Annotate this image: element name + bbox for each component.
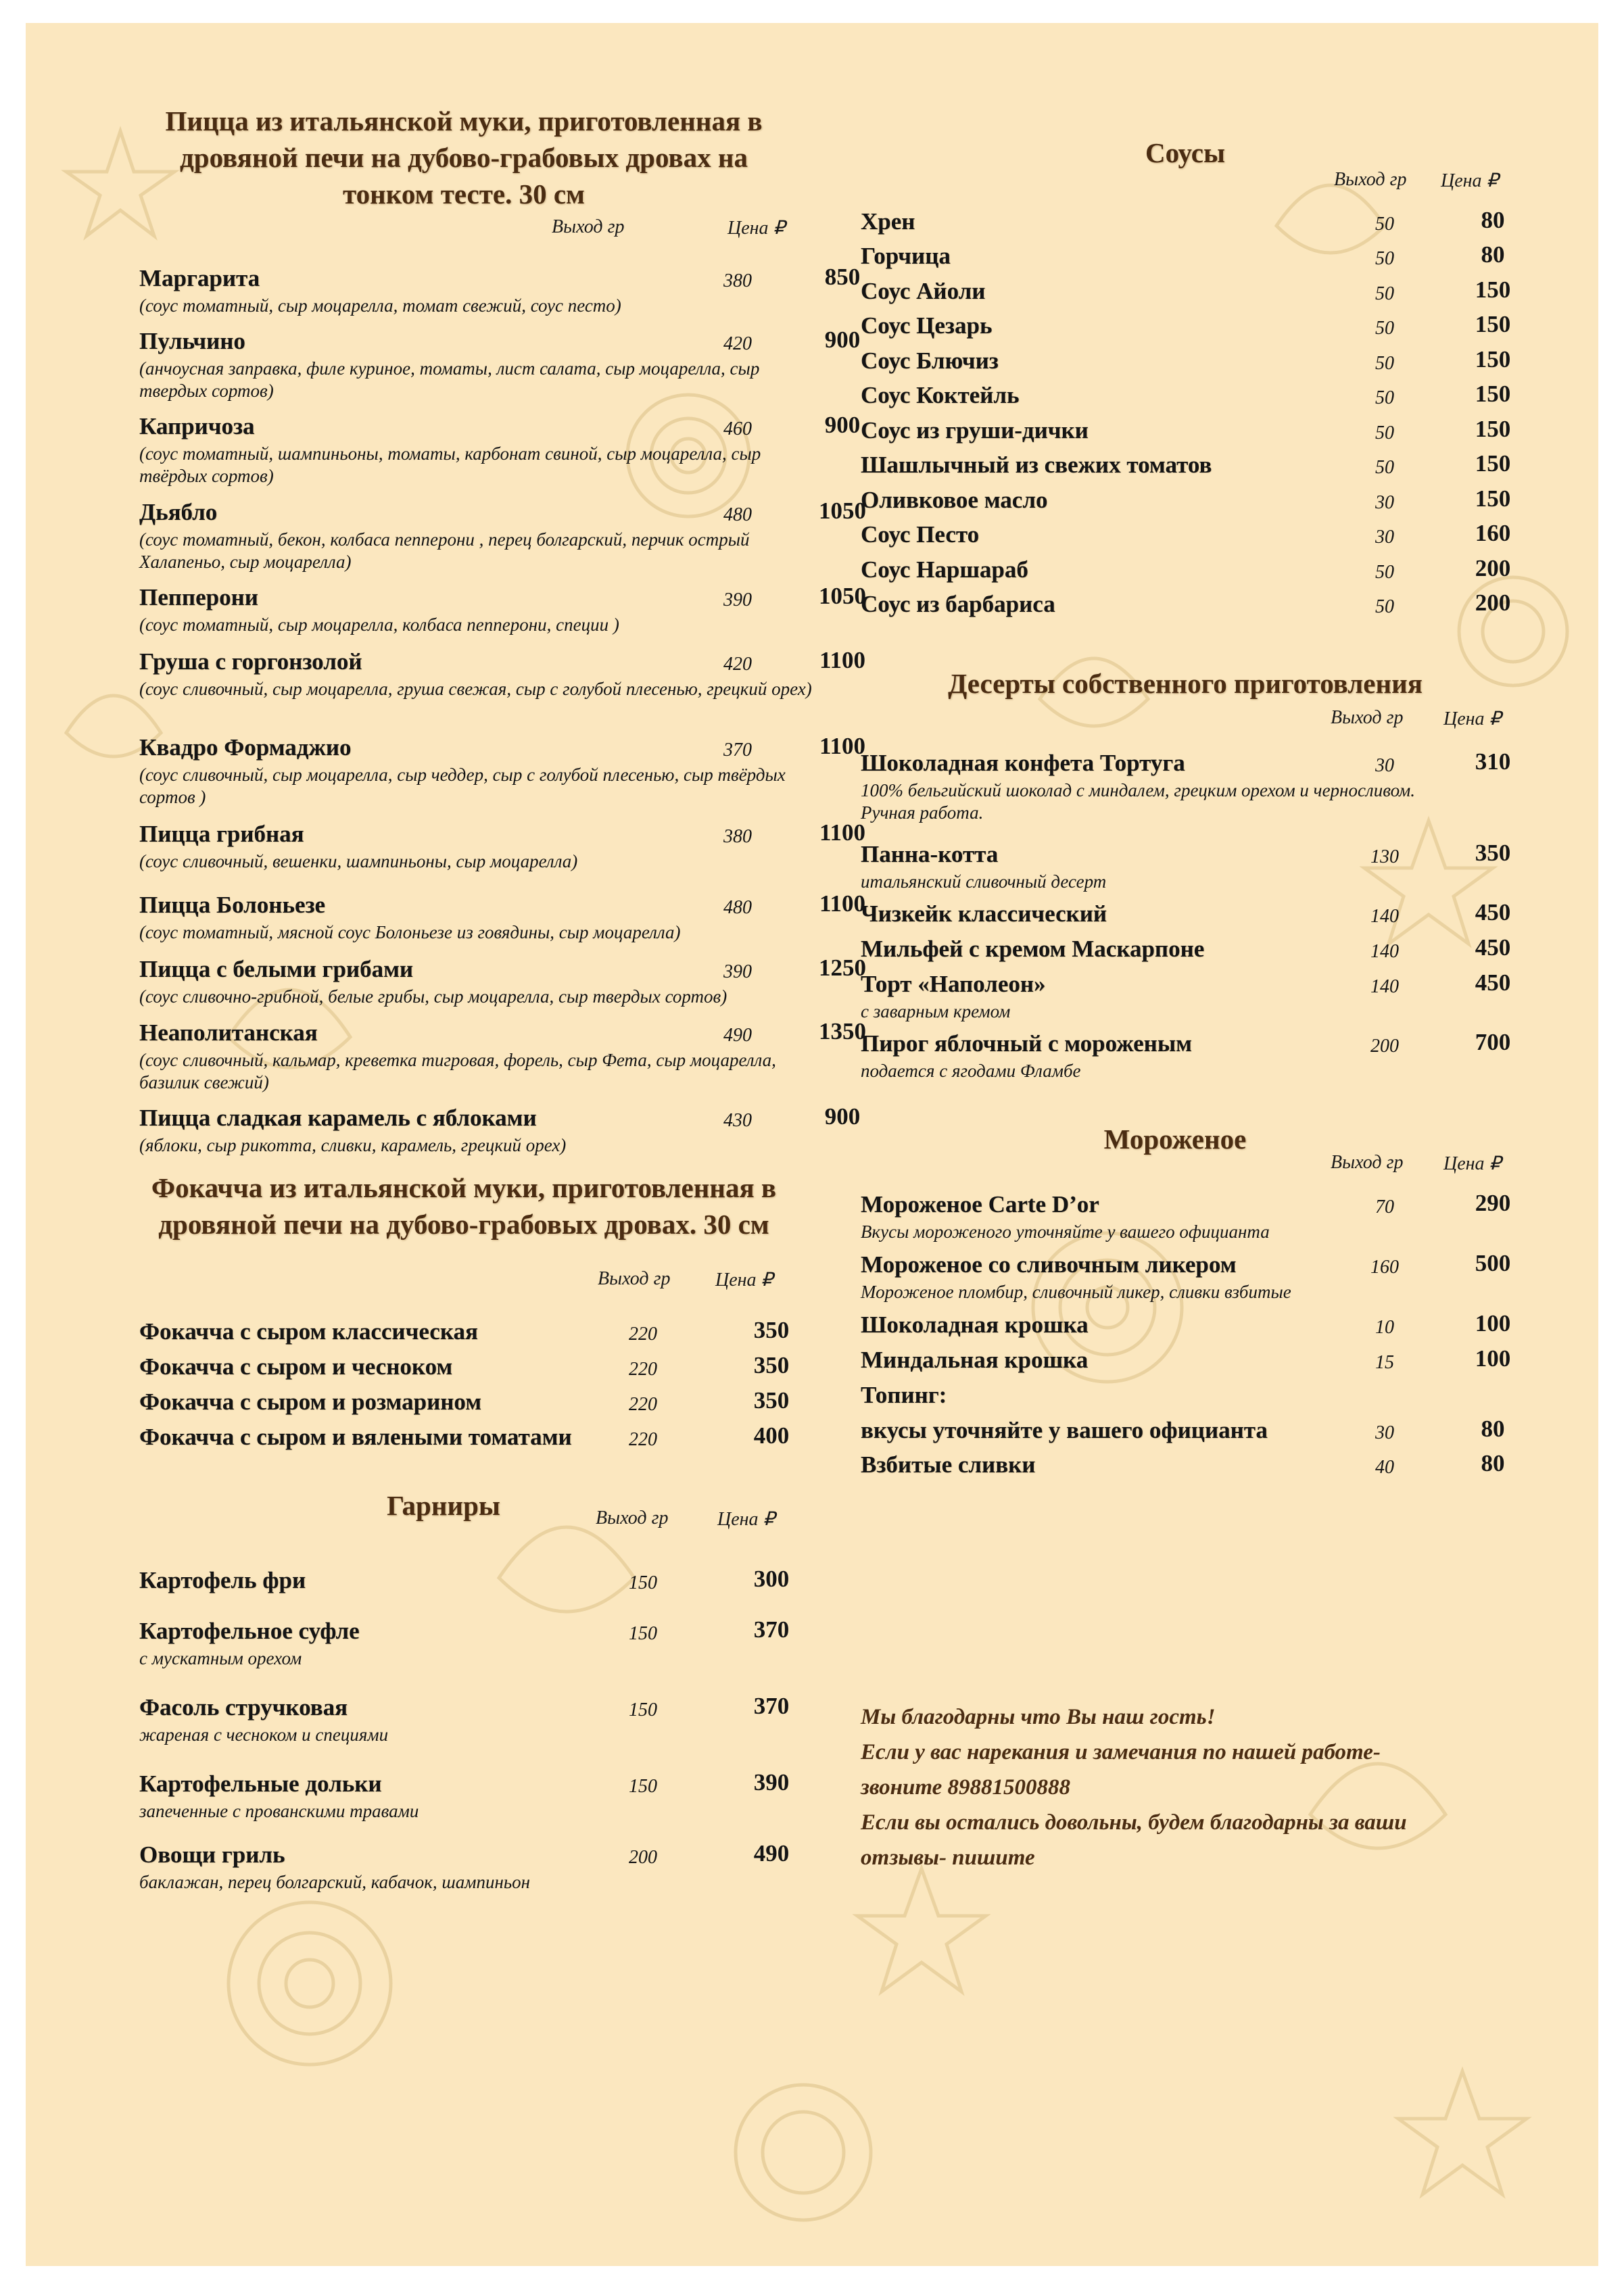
item-weight: 50	[1375, 318, 1394, 339]
item-description: баклажан, перец болгарский, кабачок, шампиньон	[139, 1872, 531, 1892]
item-description: Вкусы мороженого уточняйте у вашего официанта	[861, 1222, 1270, 1242]
item-price: 80	[1481, 241, 1505, 268]
item-weight: 30	[1375, 492, 1394, 513]
item-description: (соус томатный, мясной соус Болоньезе из говядины, сыр моцарелла)	[139, 922, 681, 942]
item-name: Соус Коктейль	[861, 382, 1020, 408]
item-weight: 420	[723, 333, 752, 354]
item-weight: 380	[723, 270, 752, 291]
item-weight: 50	[1375, 248, 1394, 269]
item-price: 450	[1475, 934, 1511, 961]
sauces-section-title: Соусы	[1145, 137, 1225, 168]
focaccia-yield-header: Выход гр	[598, 1268, 671, 1289]
item-name: Неаполитанская	[139, 1019, 318, 1046]
item-name: Маргарита	[139, 265, 260, 291]
desserts-yield-header: Выход гр	[1331, 707, 1404, 728]
item-weight: 50	[1375, 353, 1394, 374]
focaccia-price-header: Цена ₽	[715, 1270, 773, 1291]
item-weight: 480	[723, 897, 752, 918]
item-name: Фокачча с сыром и вялеными томатами	[139, 1424, 572, 1450]
item-price: 390	[753, 1769, 790, 1796]
item-description: (соус томатный, шампиньоны, томаты, карбонат свиной, сыр моцарелла, сыр твёрдых сортов)	[139, 443, 761, 486]
item-price: 450	[1475, 899, 1511, 925]
item-name: Чизкейк классический	[861, 900, 1107, 927]
item-price: 310	[1475, 748, 1511, 775]
item-name: Пепперони	[139, 584, 258, 610]
item-description: (соус томатный, сыр моцарелла, колбаса пепперони, специи )	[139, 615, 619, 635]
item-weight: 380	[723, 826, 752, 847]
item-description: подается с ягодами Фламбе	[861, 1061, 1081, 1081]
item-description: итальянский сливочный десерт	[861, 871, 1107, 892]
item-weight: 220	[629, 1394, 657, 1415]
item-name: Горчица	[861, 243, 951, 269]
garnish-price-header: Цена ₽	[717, 1509, 775, 1530]
desserts-price-header: Цена ₽	[1443, 708, 1502, 729]
item-price: 350	[1475, 840, 1511, 866]
item-weight: 150	[629, 1700, 657, 1720]
item-name: Шоколадная конфета Тортуга	[861, 750, 1185, 776]
sauces-price-header: Цена ₽	[1441, 170, 1499, 191]
item-price: 350	[753, 1387, 790, 1414]
item-price: 100	[1475, 1310, 1511, 1336]
item-price: 1050	[819, 498, 866, 524]
item-weight: 140	[1370, 906, 1399, 927]
item-weight: 140	[1370, 941, 1399, 962]
item-name: вкусы уточняйте у вашего официанта	[861, 1417, 1268, 1443]
menu-page	[26, 23, 1598, 2266]
item-name: Картофельные дольки	[139, 1770, 382, 1797]
item-weight: 430	[723, 1110, 752, 1131]
item-weight: 40	[1375, 1457, 1394, 1478]
item-price: 370	[753, 1616, 790, 1643]
item-name: Пицца грибная	[139, 821, 304, 847]
item-price: 850	[824, 264, 861, 290]
item-price: 350	[753, 1352, 790, 1378]
item-weight: 15	[1375, 1352, 1394, 1373]
focaccia-section-title: Фокачча из итальянской муки, приготовленная в дровяной печи на дубово-грабовых дровах. 30 см	[151, 1172, 777, 1240]
item-weight: 200	[1370, 1036, 1399, 1057]
item-description: с заварным кремом	[861, 1001, 1011, 1021]
item-price: 1100	[819, 647, 866, 673]
item-name: Пирог яблочный с мороженым	[861, 1030, 1192, 1057]
item-weight: 490	[723, 1025, 752, 1046]
desserts-section-title: Десерты собственного приготовления	[948, 668, 1423, 699]
item-name: Панна-котта	[861, 841, 999, 867]
item-weight: 50	[1375, 283, 1394, 304]
item-price: 80	[1481, 207, 1505, 233]
item-weight: 30	[1375, 527, 1394, 548]
item-price: 900	[824, 412, 861, 438]
item-name: Пицца с белыми грибами	[139, 956, 414, 982]
item-description: с мускатным орехом	[139, 1648, 302, 1668]
item-price: 300	[753, 1566, 790, 1592]
item-weight: 70	[1375, 1197, 1394, 1218]
item-weight: 50	[1375, 214, 1394, 235]
item-price: 900	[824, 1103, 861, 1130]
garnish-yield-header: Выход гр	[596, 1508, 669, 1528]
icecream-price-header: Цена ₽	[1443, 1153, 1502, 1174]
item-name: Оливковое масло	[861, 487, 1048, 513]
item-weight: 390	[723, 589, 752, 610]
item-description: (соус сливочный, сыр моцарелла, сыр чеддер, сыр с голубой плесенью, сыр твёрдых сортов )	[139, 765, 786, 807]
icecream-yield-header: Выход гр	[1331, 1152, 1404, 1173]
item-price: 200	[1475, 555, 1511, 581]
item-name: Груша с горгонзолой	[139, 648, 362, 675]
item-weight: 130	[1370, 846, 1399, 867]
item-price: 150	[1475, 485, 1511, 512]
item-description: (соус сливочный, сыр моцарелла, груша свежая, сыр с голубой плесенью, грецкий орех)	[139, 679, 812, 699]
item-name: Картофель фри	[139, 1567, 306, 1593]
item-price: 370	[753, 1693, 790, 1719]
item-price: 900	[824, 327, 861, 353]
item-weight: 150	[629, 1776, 657, 1797]
item-name: Соус из барбариса	[861, 591, 1055, 617]
item-price: 200	[1475, 589, 1511, 616]
item-price: 150	[1475, 450, 1511, 477]
item-price: 350	[753, 1317, 790, 1343]
item-weight: 50	[1375, 562, 1394, 583]
item-weight: 30	[1375, 1422, 1394, 1443]
item-name: Соус из груши-дички	[861, 417, 1089, 443]
item-weight: 220	[629, 1429, 657, 1450]
item-name: Фокачча с сыром и розмарином	[139, 1389, 482, 1415]
thanks-line: звоните 89881500888	[861, 1775, 1070, 1800]
item-price: 290	[1475, 1190, 1511, 1216]
item-price: 500	[1475, 1250, 1511, 1276]
item-name: Взбитые сливки	[861, 1451, 1036, 1478]
item-weight: 140	[1370, 976, 1399, 997]
item-description: запеченные с прованскими травами	[139, 1801, 419, 1821]
item-name: Соус Айоли	[861, 278, 986, 304]
item-price: 150	[1475, 346, 1511, 372]
item-description: (соус томатный, бекон, колбаса пепперони , перец болгарский, перчик острый Халапеньо, сыр моцарелла)	[139, 529, 750, 572]
thanks-line: отзывы- пишите	[861, 1846, 1035, 1870]
item-weight: 30	[1375, 755, 1394, 776]
item-weight: 390	[723, 961, 752, 982]
item-description: (анчоусная заправка, филе куриное, томаты, лист салата, сыр моцарелла, сыр твердых сортов)	[139, 358, 760, 401]
item-weight: 160	[1370, 1257, 1399, 1278]
item-price: 100	[1475, 1345, 1511, 1372]
item-weight: 480	[723, 504, 752, 525]
item-description: жареная с чесноком и специями	[139, 1725, 389, 1745]
item-name: Соус Наршараб	[861, 556, 1028, 583]
item-description: (соус томатный, сыр моцарелла, томат свежий, соус песто)	[139, 295, 621, 316]
sauces-yield-header: Выход гр	[1334, 169, 1407, 190]
item-weight: 50	[1375, 423, 1394, 443]
item-price: 1100	[819, 890, 866, 917]
item-price: 400	[753, 1422, 790, 1449]
item-name: Соус Цезарь	[861, 312, 993, 339]
item-name: Миндальная крошка	[861, 1347, 1089, 1373]
item-name: Мороженое Carte D’or	[861, 1191, 1099, 1218]
item-name: Овощи гриль	[139, 1841, 285, 1868]
item-price: 490	[753, 1840, 790, 1866]
item-price: 160	[1475, 520, 1511, 546]
thanks-line: Если у вас нарекания и замечания по нашей работе-	[861, 1740, 1381, 1764]
item-name: Пульчино	[139, 328, 245, 354]
item-weight: 200	[629, 1847, 657, 1868]
item-name: Фокачча с сыром и чесноком	[139, 1353, 453, 1380]
pizza-yield-header: Выход гр	[552, 216, 625, 237]
item-price: 450	[1475, 969, 1511, 996]
icecream-section-title: Мороженое	[1103, 1124, 1247, 1155]
item-price: 1100	[819, 733, 866, 759]
item-description: (яблоки, сыр рикотта, сливки, карамель, грецкий орех)	[139, 1135, 567, 1155]
item-weight: 10	[1375, 1317, 1394, 1338]
item-price: 80	[1481, 1450, 1505, 1476]
item-name: Дьябло	[139, 499, 218, 525]
item-weight: 150	[629, 1572, 657, 1593]
item-weight: 50	[1375, 457, 1394, 478]
item-description: (соус сливочно-грибной, белые грибы, сыр моцарелла, сыр твердых сортов)	[139, 986, 727, 1007]
item-price: 150	[1475, 416, 1511, 442]
item-price: 1100	[819, 819, 866, 846]
thanks-line: Мы благодарны что Вы наш гость!	[861, 1705, 1216, 1729]
item-name: Пицца Болоньезе	[139, 892, 326, 918]
item-description: 100% бельгийский шоколад с миндалем, грецким орехом и черносливом. Ручная работа.	[861, 780, 1416, 823]
item-price: 150	[1475, 311, 1511, 337]
item-name: Фасоль стручковая	[139, 1694, 348, 1720]
garnish-section-title: Гарниры	[387, 1490, 500, 1521]
item-price: 1350	[819, 1018, 866, 1044]
item-name: Квадро Формаджио	[139, 734, 352, 761]
item-name: Соус Песто	[861, 521, 980, 548]
item-price: 1050	[819, 583, 866, 609]
item-name: Торт «Наполеон»	[861, 971, 1046, 997]
item-description: Мороженое пломбир, сливочный ликер, сливки взбитые	[861, 1282, 1291, 1302]
item-weight: 150	[629, 1623, 657, 1644]
item-name: Фокачча с сыром классическая	[139, 1318, 478, 1345]
item-name: Мороженое со сливочным ликером	[861, 1251, 1237, 1278]
item-weight: 50	[1375, 596, 1394, 617]
item-name: Топинг:	[861, 1382, 947, 1408]
item-weight: 460	[723, 418, 752, 439]
item-price: 80	[1481, 1416, 1505, 1442]
item-description: (соус сливочный, кальмар, креветка тигровая, форель, сыр Фета, сыр моцарелла, базилик свежий)	[139, 1050, 776, 1092]
item-name: Картофельное суфле	[139, 1618, 360, 1644]
item-name: Мильфей с кремом Маскарпоне	[861, 936, 1205, 962]
item-price: 150	[1475, 276, 1511, 303]
item-price: 1250	[819, 955, 866, 981]
item-name: Соус Блючиз	[861, 347, 999, 374]
pizza-section-title: Пицца из итальянской муки, приготовленная в дровяной печи на дубово-грабовых дровах на тонком тесте. 30 см	[165, 105, 763, 210]
item-price: 700	[1475, 1029, 1511, 1055]
item-name: Шашлычный из свежих томатов	[861, 452, 1212, 478]
item-weight: 220	[629, 1324, 657, 1345]
item-weight: 370	[723, 740, 752, 761]
item-name: Хрен	[861, 208, 915, 235]
item-price: 150	[1475, 381, 1511, 407]
item-name: Шоколадная крошка	[861, 1311, 1089, 1338]
item-name: Капричоза	[139, 413, 255, 439]
item-weight: 420	[723, 654, 752, 675]
item-weight: 220	[629, 1359, 657, 1380]
item-description: (соус сливочный, вешенки, шампиньоны, сыр моцарелла)	[139, 851, 578, 871]
item-weight: 50	[1375, 387, 1394, 408]
item-name: Пицца сладкая карамель с яблоками	[139, 1105, 537, 1131]
thanks-line: Если вы остались довольны, будем благодарны за ваши	[861, 1810, 1407, 1835]
pizza-price-header: Цена ₽	[727, 218, 786, 239]
